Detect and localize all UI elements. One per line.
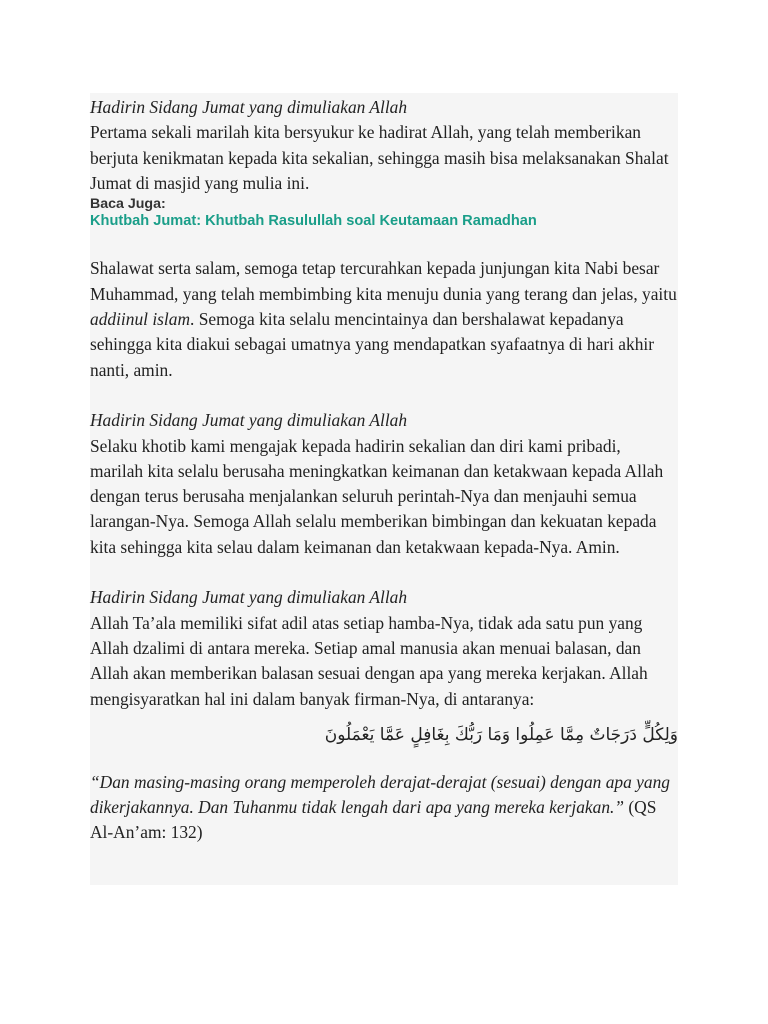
baca-juga-link[interactable]: Khutbah Jumat: Khutbah Rasulullah soal Keutamaan Ramadhan: [90, 213, 537, 230]
paragraph-shalawat-text-1: Shalawat serta salam, semoga tetap tercurahkan kepada junjungan kita Nabi besar Muhammad, yang telah membimbing kita menuju dunia yang terang dan jelas, yaitu: [90, 258, 677, 304]
paragraph-gratitude: Pertama sekali marilah kita bersyukur ke hadirat Allah, yang telah memberikan berjuta kenikmatan kepada kita sekalian, sehingga masih bisa melaksanakan Shalat Jumat di masjid yang mulia ini.: [90, 122, 669, 193]
section-heading: Hadirin Sidang Jumat yang dimuliakan Allah: [90, 587, 408, 608]
section-heading: Hadirin Sidang Jumat yang dimuliakan Allah: [90, 97, 408, 117]
baca-juga-label: Baca Juga:: [90, 196, 166, 213]
translation-quote: “Dan masing-masing orang memperoleh derajat-derajat (sesuai) dengan apa yang dikerjakannya. Dan Tuhanmu tidak lengah dari apa yang mereka kerjakan.”: [90, 771, 670, 818]
paragraph-shalawat-text-2: . Semoga kita selalu mencintainya dan bershalawat kepadanya sehingga kita diakui sebagai umatnya yang mendapatkan syafaatnya di hari akhir nanti, amin.: [90, 309, 655, 380]
paragraph-shalawat: [90, 256, 678, 382]
paragraph-taqwa: Selaku khotib kami mengajak kepada hadirin sekalian dan diri kami pribadi, marilah kita selalu berusaha meningkatkan keimanan dan ketakwaan kepada Allah dengan terus berusaha menjalankan seluruh perintah-Nya dan menjauhi semua larangan-Nya. Semoga Allah selalu memberikan bimbingan dan kekuatan kepada kita sehingga kita selau dalam keimanan dan ketakwaan kepada-Nya. Amin.: [90, 435, 664, 557]
section-heading: Hadirin Sidang Jumat yang dimuliakan Allah: [90, 410, 408, 431]
verse-reference: (QS Al-An’am: 132): [90, 797, 657, 843]
italic-term: addiinul islam: [90, 309, 191, 330]
arabic-verse: وَلِكُلٍّ دَرَجَاتٌ مِمَّا عَمِلُوا وَمَا رَبُّكَ بِغَافِلٍ عَمَّا يَعْمَلُونَ: [324, 724, 678, 745]
article-body: [90, 95, 678, 846]
paragraph-justice: Allah Ta’ala memiliki sifat adil atas setiap hamba-Nya, tidak ada satu pun yang Allah dzalimi di antara mereka. Setiap amal manusia akan menuai balasan, dan Allah akan memberikan balasan sesuai dengan apa yang mereka kerjakan. Allah mengisyaratkan hal ini dalam banyak firman-Nya, di antaranya:: [90, 612, 648, 709]
verse-translation: [90, 770, 678, 846]
